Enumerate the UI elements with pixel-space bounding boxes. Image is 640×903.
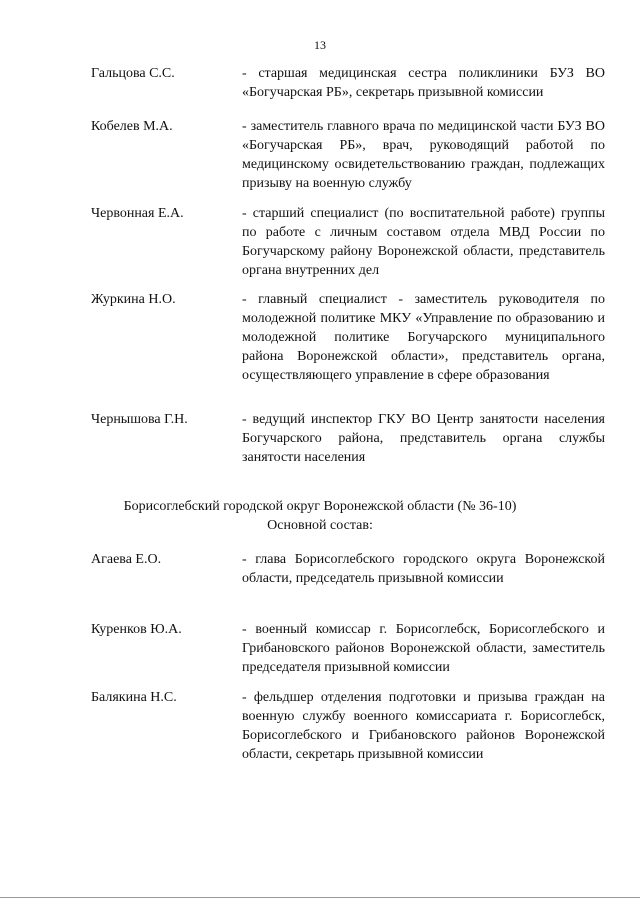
member-role: - заместитель главного врача по медицинской части БУЗ ВО «Богучарская РБ», врач, руководящий работой по медицинскому освидетельствованию граждан, подлежащих призыву на военную службу [242, 119, 605, 191]
page-number: 13 [314, 38, 326, 52]
member-name: Балякина Н.С. [91, 690, 177, 705]
member-name: Журкина Н.О. [91, 292, 176, 307]
section-title: Борисоглебский городской округ Воронежской области (№ 36-10) [123, 499, 517, 514]
section-subtitle: Основной состав: [267, 518, 373, 533]
member-name: Гальцова С.С. [91, 66, 175, 81]
member-role: - старший специалист (по воспитательной работе) группы по работе с личным составом отдела МВД России по Богучарскому району Воронежской области, представитель органа внутренних дел [242, 206, 605, 278]
member-role: - военный комиссар г. Борисоглебск, Борисоглебского и Грибановского районов Воронежской области, заместитель председателя призывной комиссии [242, 622, 605, 675]
member-role: - глава Борисоглебского городского округа Воронежской области, председатель призывной комиссии [242, 552, 605, 586]
member-name: Червонная Е.А. [91, 206, 184, 221]
member-name: Чернышова Г.Н. [91, 412, 188, 427]
member-role: - фельдшер отделения подготовки и призыва граждан на военную службу военного комиссариата г. Борисоглебск, Борисоглебского и Грибановского районов Воронежской области, секретарь призывной комиссии [242, 690, 605, 762]
member-role: - старшая медицинская сестра поликлиники БУЗ ВО «Богучарская РБ», секретарь призывной комиссии [242, 66, 605, 100]
member-role: - ведущий инспектор ГКУ ВО Центр занятости населения Богучарского района, представитель органа службы занятости населения [242, 412, 605, 465]
page-bottom-edge [0, 897, 640, 898]
member-name: Агаева Е.О. [91, 552, 162, 567]
member-name: Куренков Ю.А. [91, 622, 182, 637]
member-name: Кобелев М.А. [91, 119, 173, 134]
member-role: - главный специалист - заместитель руководителя по молодежной политике МКУ «Управление по образованию и молодежной политике Богучарского муниципального района Воронежской области», представитель органа, осуществляющего управление в сфере образования [242, 292, 605, 383]
section-heading [0, 497, 640, 535]
